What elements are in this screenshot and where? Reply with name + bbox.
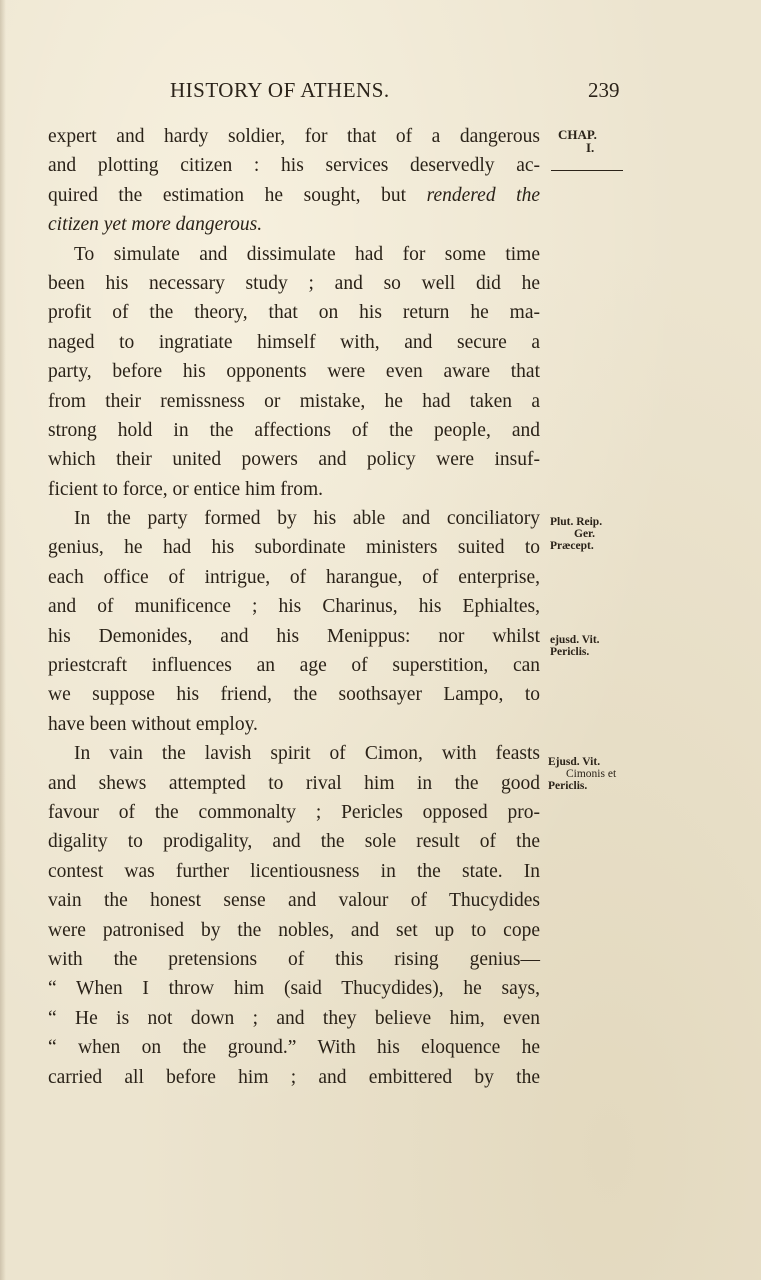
plut-line-3: Præcept. bbox=[550, 540, 594, 552]
text-line: his Demonides, and his Menippus: nor whilst bbox=[48, 625, 540, 647]
text-line-italic bbox=[48, 210, 540, 239]
ejusd1-line-1: ejusd. Vit. bbox=[550, 634, 600, 646]
chapter-rule bbox=[551, 170, 623, 171]
text-line: were patronised by the nobles, and set up to cope bbox=[48, 919, 540, 941]
text-line: which their united powers and policy were insuf- bbox=[48, 449, 540, 471]
text-line: and plotting citizen : his services deservedly ac- bbox=[48, 155, 540, 177]
margin-note-ejusd-1 bbox=[550, 634, 600, 658]
ejusd2-line-2: Cimonis et bbox=[566, 768, 617, 780]
paragraph-start: In the party formed by his able and conciliatory bbox=[74, 508, 540, 530]
text-line: profit of the theory, that on his return he ma- bbox=[48, 302, 540, 324]
text-line: we suppose his friend, the soothsayer Lampo, to bbox=[48, 684, 540, 706]
text-line: been his necessary study ; and so well did he bbox=[48, 272, 540, 294]
text-line: and of munificence ; his Charinus, his Ephialtes, bbox=[48, 596, 540, 618]
chap-label: CHAP. bbox=[558, 127, 597, 142]
text-line: strong hold in the affections of the people, and bbox=[48, 419, 540, 441]
plut-line-1: Plut. Reip. bbox=[550, 516, 603, 528]
text-run: quired the estimation he sought, but bbox=[48, 184, 427, 206]
text-line: carried all before him ; and embittered by the bbox=[48, 1066, 540, 1088]
text-line: each office of intrigue, of harangue, of enterprise, bbox=[48, 566, 540, 588]
margin-note-ejusd-2 bbox=[548, 756, 616, 792]
running-head: HISTORY OF ATHENS. bbox=[170, 78, 390, 102]
ejusd1-line-2: Periclis. bbox=[550, 646, 590, 658]
paragraph-end: ficient to force, or entice him from. bbox=[48, 478, 324, 500]
ejusd2-line-3: Periclis. bbox=[548, 780, 588, 792]
text-line: “ when on the ground.” With his eloquence he bbox=[48, 1037, 540, 1059]
text-line bbox=[48, 181, 540, 210]
ejusd2-line-1: Ejusd. Vit. bbox=[548, 756, 601, 768]
plut-line-2: Ger. bbox=[574, 528, 595, 540]
text-line: genius, he had his subordinate ministers suited to bbox=[48, 537, 540, 559]
text-line: “ When I throw him (said Thucydides), he says, bbox=[48, 978, 540, 1000]
text-line: digality to prodigality, and the sole result of the bbox=[48, 831, 540, 853]
italic-run: citizen yet more dangerous. bbox=[48, 214, 263, 236]
paragraph-start: To simulate and dissimulate had for some time bbox=[74, 243, 540, 265]
text-line: with the pretensions of this rising genius— bbox=[48, 948, 540, 970]
italic-run: rendered the bbox=[426, 184, 540, 206]
text-line: from their remissness or mistake, he had taken a bbox=[48, 390, 540, 412]
text-line: expert and hardy soldier, for that of a dangerous bbox=[48, 126, 540, 147]
page-edge-shadow bbox=[0, 0, 6, 1280]
body-text bbox=[48, 122, 540, 1092]
text-line: party, before his opponents were even aware that bbox=[48, 361, 540, 383]
text-line: priestcraft influences an age of superstition, can bbox=[48, 655, 540, 677]
text-line: contest was further licentiousness in the state. In bbox=[48, 860, 540, 882]
paragraph-end: have been without employ. bbox=[48, 713, 258, 735]
margin-note-plut bbox=[550, 516, 602, 552]
text-line: and shews attempted to rival him in the good bbox=[48, 772, 540, 794]
text-line: vain the honest sense and valour of Thucydides bbox=[48, 890, 540, 912]
margin-note-chap bbox=[558, 128, 597, 154]
page-number: 239 bbox=[588, 78, 620, 102]
chap-number: I. bbox=[586, 140, 595, 155]
text-line: “ He is not down ; and they believe him, even bbox=[48, 1007, 540, 1029]
text-line: naged to ingratiate himself with, and secure a bbox=[48, 331, 540, 353]
text-line: favour of the commonalty ; Pericles opposed pro- bbox=[48, 801, 540, 823]
paragraph-start: In vain the lavish spirit of Cimon, with feasts bbox=[74, 743, 540, 765]
